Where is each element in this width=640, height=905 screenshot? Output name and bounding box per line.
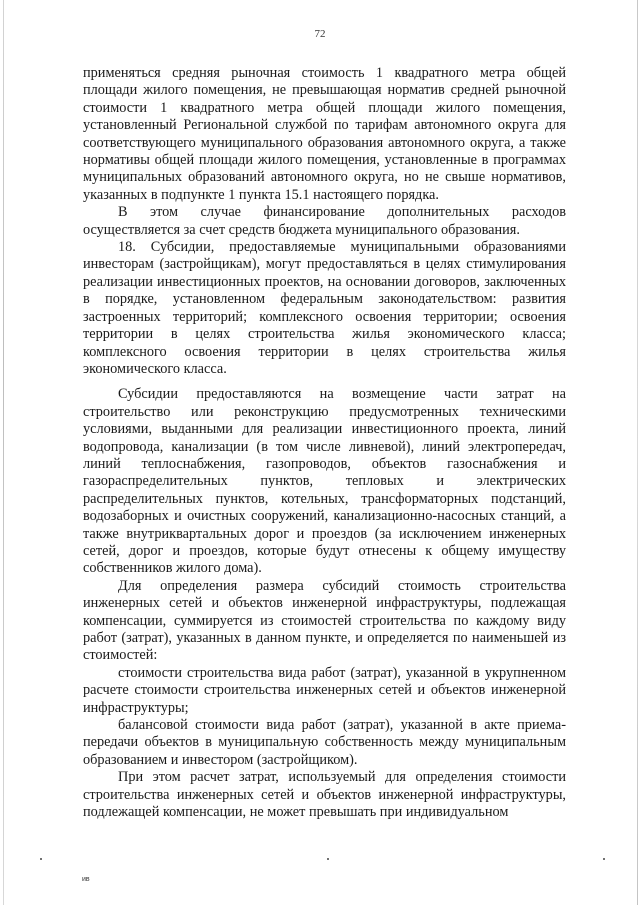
scan-speck (603, 858, 605, 860)
paragraph-calculation: При этом расчет затрат, используемый для определения стоимости строительства инженерных сетей и объектов инженерной инфраструктуры, подлежащей компенсации, не может превышать при индивидуальном (83, 769, 566, 821)
paragraph-option-balance: балансовой стоимости вида работ (затрат), указанной в акте приема-передачи объектов в муниципальную собственность между муниципальным образованием и инвестором (застройщиком). (83, 717, 566, 768)
paragraph-financing: В этом случае финансирование дополнительных расходов осуществляется за счет средств бюджета муниципального образования. (83, 204, 566, 238)
paragraph-subsidy-size: Для определения размера субсидий стоимость строительства инженерных сетей и объектов инженерной инфраструктуры, подлежащая компенсации, суммируется из стоимостей строительства по каждому виду работ (затрат), указанных в данном пункте, и определяется по наименьшей из стоимостей: (83, 577, 566, 664)
scan-speck (327, 858, 329, 860)
paragraph-subsidies: Субсидии предоставляются на возмещение части затрат на строительство или реконструкцию предусмотренных техническими условиями, выданными для реализации инвестиционного проекта, линий водопровода, канализации (в том числе ливневой), линий электропередач, линий теплоснабжения, газопроводов, объектов газоснабжения и газораспределительных пунктов, тепловых и электрических распределительных пунктов, котельных, трансформаторных подстанций, водозаборных и очистных сооружений, канализационно-насосных станций, а также внутриквартальных дорог и проездов (за исключением инженерных сетей, дорог и проездов, которые будут отнесены к общему имуществу собственников жилого дома). (83, 386, 566, 577)
scan-edge-left (3, 0, 4, 905)
scan-speck (40, 858, 42, 860)
paragraph-continuation: применяться средняя рыночная стоимость 1 квадратного метра общей площади жилого помещения, не превышающая норматив средней рыночной стоимости 1 квадратного метра общей площади жилого помещения, установленный Региональной службой по тарифам автономного округа для соответствующего муниципального образования автономного округа, а также нормативы общей площади жилого помещения, установленные в программах муниципальных образований автономного округа, но не свыше нормативов, указанных в подпункте 1 пункта 15.1 настоящего порядка. (83, 65, 566, 203)
scan-edge-right (637, 0, 638, 905)
document-body (83, 65, 566, 821)
paragraph-item-18: 18. Субсидии, предоставляемые муниципальными образованиями инвесторам (застройщикам), могут предоставляться в целях стимулирования реализации инвестиционных проектов, на основании договоров, заключенных в порядке, установленном федеральным законодательством: развития застроенных территорий; комплексного освоения территории; освоения территории в целях строительства жилья экономического класса; комплексного освоения территории в целях строительства жилья экономического класса. (83, 239, 566, 377)
paragraph-option-estimate: стоимости строительства вида работ (затрат), указанной в укрупненном расчете стоимости строительства инженерных сетей и объектов инженерной инфраструктуры; (83, 664, 566, 716)
page-number: 72 (314, 28, 326, 40)
footer-mark: ив (82, 876, 90, 883)
